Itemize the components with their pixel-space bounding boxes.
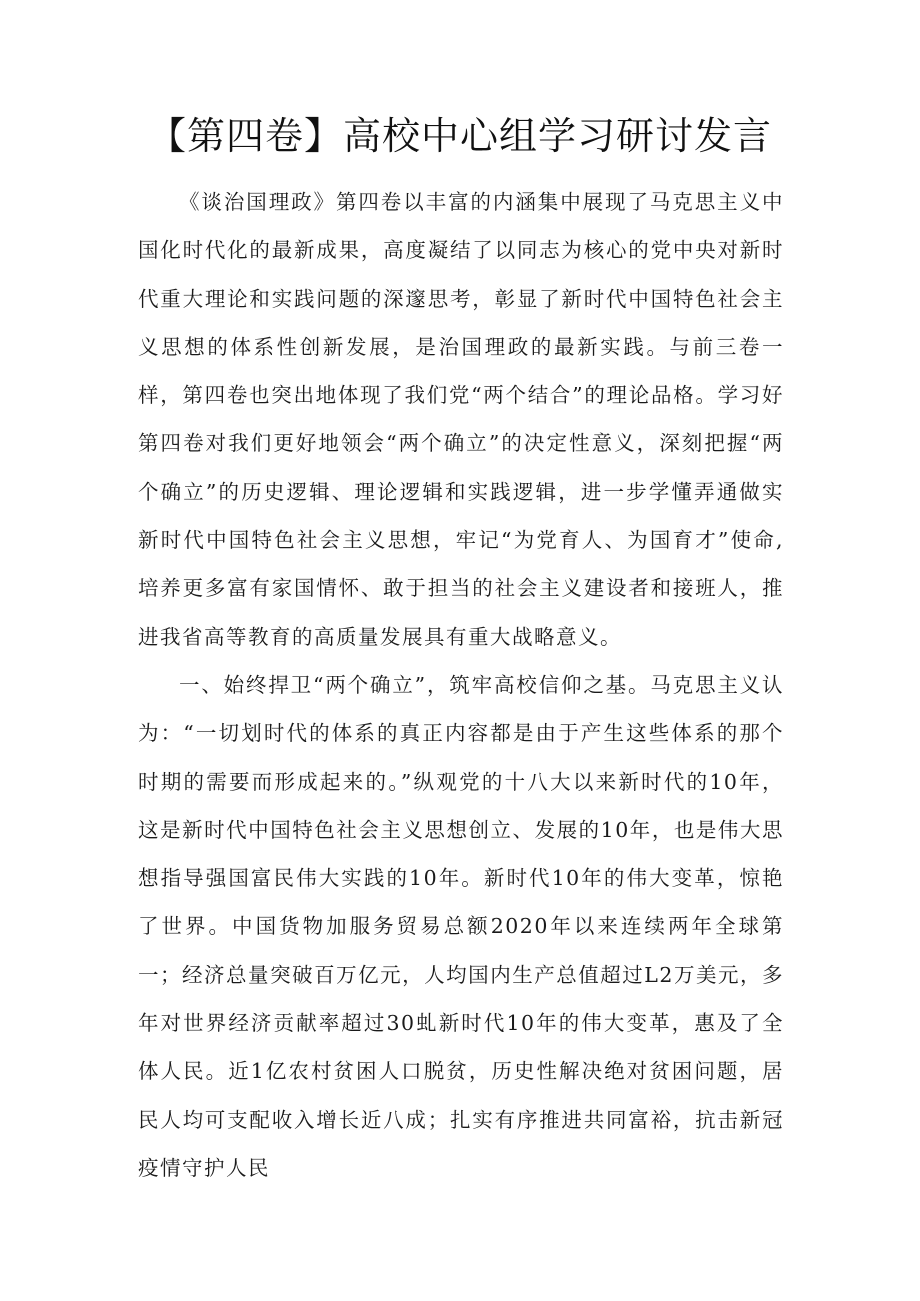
paragraph-intro: 《谈治国理政》第四卷以丰富的内涵集中展现了马克思主义中国化时代化的最新成果，高度凝结了以同志为核心的党中央对新时代重大理论和实践问题的深邃思考，彰显了新时代中国特色社会主义思想的体系性创新发展，是治国理政的最新实践。与前三卷一样，第四卷也突出地体现了我们党“两个结合”的理论品格。学习好第四卷对我们更好地领会“两个确立”的决定性意义，深刻把握“两个确立”的历史逻辑、理论逻辑和实践逻辑，进一步学懂弄通做实新时代中国特色社会主义思想，牢记“为党育人、为国育才”使命,培养更多富有家国情怀、敢于担当的社会主义建设者和接班人，推进我省高等教育的高质量发展具有重大战略意义。 (138, 190, 784, 649)
document-body (138, 178, 784, 1192)
paragraph-section-one: 一、始终捍卫“两个确立”，筑牢高校信仰之基。马克思主义认为：“一切划时代的体系的真正内容都是由于产生这些体系的那个时期的需要而形成起来的。”纵观党的十八大以来新时代的10年，这是新时代中国特色社会主义思想创立、发展的10年，也是伟大思想指导强国富民伟大实践的10年。新时代10年的伟大变革，惊艳了世界。中国货物加服务贸易总额2020年以来连续两年全球第一；经济总量突破百万亿元，人均国内生产总值超过L2万美元，多年对世界经济贡献率超过30虬新时代10年的伟大变革，惠及了全体人民。近1亿农村贫困人口脱贫，历史性解决绝对贫困问题，居民人均可支配收入增长近八成；扎实有序推进共同富裕，抗击新冠疫情守护人民 (138, 672, 784, 1180)
document-title: 【第四卷】高校中心组学习研讨发言 (147, 114, 772, 158)
